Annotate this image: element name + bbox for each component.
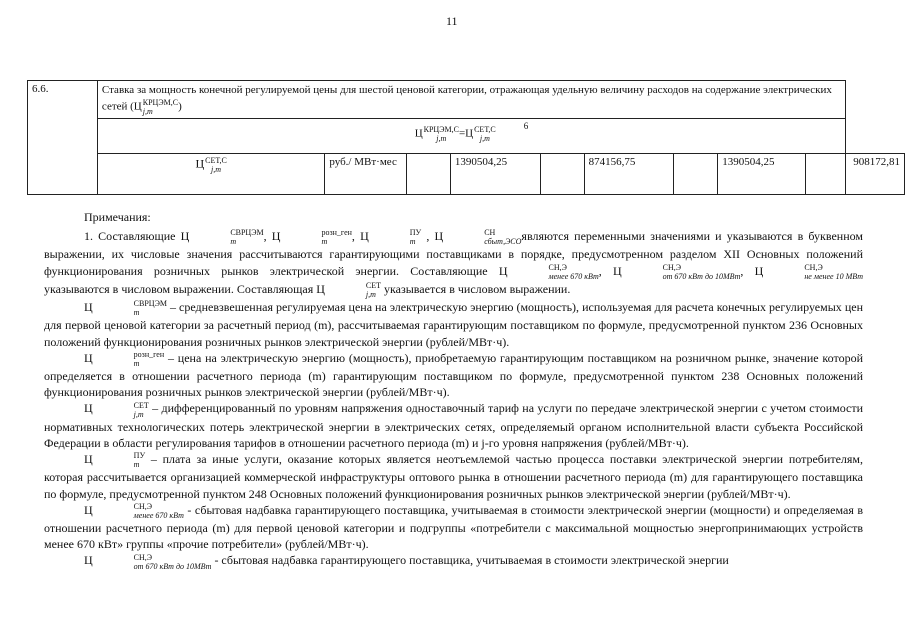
value-cell: 874156,75: [584, 154, 674, 195]
note-paragraph: Ц СВРЦЭМ m – средневзвешенная регулируемая цена на электрическую энергию (мощность), используемая для расчета конечных регулируемых цен для первой ценовой категории за расчетный период (m), рассчитываемая гарантирующим поставщиком по формуле, предусмотренной пунктом 236 Основных положений функционирования розничных рынков электрической энергии (рублей/МВт·ч).: [44, 299, 863, 349]
formula-footnote: 6: [523, 121, 529, 131]
note-paragraph: Ц СЕТ j,m – дифференцированный по уровням напряжения одноставочный тариф на услуги по передаче электрической энергии с учетом стоимости нормативных технологических потерь электрической энергии в электрических сетях, определяемый органом исполнительной власти субъекта Российской Федерации в области регулирования тарифов в отношении расчетного периода (m) и j-го уровня напряжения (рублей/МВт·ч).: [44, 400, 863, 450]
value-cell: 908172,81: [846, 154, 905, 195]
notes: [44, 209, 863, 571]
table-cell: [540, 154, 584, 195]
note-paragraph: Ц СН,Э от 670 кВт до 10МВт - сбытовая надбавка гарантирующего поставщика, учитываемая в стоимости электрической энергии: [84, 552, 729, 571]
value-cell: 1390504,25: [718, 154, 806, 195]
table-cell: [806, 154, 846, 195]
table-cell: [674, 154, 718, 195]
table-cell: [406, 154, 450, 195]
note-paragraph: Ц СН,Э менее 670 кВт - сбытовая надбавка гарантирующего поставщика, учитываемая в стоимости электрической энергии (мощности) и определяемая в отношении расчетного периода (m) для первой ценовой категории и подгруппы «потребители с максимальной мощностью энергопринимающих устройств менее 670 кВт» группы «прочие потребители» (рублей/МВт·ч).: [44, 502, 863, 552]
table-row: [28, 154, 905, 195]
value-cell: 1390504,25: [450, 154, 540, 195]
parameter-cell: Ц СЕТ,С j,m: [97, 154, 324, 195]
note-paragraph: Ц розн_ген m – цена на электрическую энергию (мощность), приобретаемую гарантирующим поставщиком на розничном рынке, значение которой определяется в отношении расчетного периода (m) гарантирующим поставщиком по формуле, предусмотренной пунктом 238 Основных положений функционирования розничных рынков электрической энергии (рублей/МВт·ч).: [44, 350, 863, 400]
formula-cell: [97, 119, 845, 154]
unit-cell: руб./ МВт·мес: [325, 154, 407, 195]
table-row: [28, 81, 905, 119]
row-description: Ставка за мощность конечной регулируемой цены для шестой ценовой категории, отражающая удельную величину расходов на содержание электрических сетей (Ц КРЦЭМ,С j,m ): [97, 81, 845, 119]
tariff-table: [27, 80, 905, 195]
note-paragraph: Ц ПУ m – плата за иные услуги, оказание которых является неотъемлемой частью процесса поставки электрической энергии потребителям, которая рассчитывается организацией коммерческой инфраструктуры оптового рынка в отношении расчетного периода (m) для гарантирующего поставщика по формуле, предусмотренной пунктом 248 Основных положений функционирования розничных рынков электрической энергии (рублей/МВт·ч).: [44, 451, 863, 501]
note-paragraph: 1. Составляющие Ц СВРЦЭМ m , Ц розн_ген m , Ц ПУ m , Ц СН сбыт,ЭСО являются переменными значениями и указываются в буквенном выражении, их числовые значения рассчитываются гарантирующими поставщиками в порядке, предусмотренном разделом XII Основных положений функционирования розничных рынков электрической энергии. Составляющие Ц СН,Э менее 670 кВт , Ц СН,Э от 670 кВт до 10МВт , Ц СН,Э не менее 10 МВт указываются в числовом выражении. Составляющая Ц СЕТ j,m указывается в числовом выражении.: [44, 228, 864, 300]
table-row: [28, 119, 905, 154]
row-number: 6.6.: [28, 81, 98, 195]
formula: Ц КРЦЭМ,С j,m =Ц СЕТ,С j,m: [414, 125, 496, 143]
page-number: 11: [446, 14, 458, 28]
notes-title: Примечания:: [84, 210, 151, 224]
